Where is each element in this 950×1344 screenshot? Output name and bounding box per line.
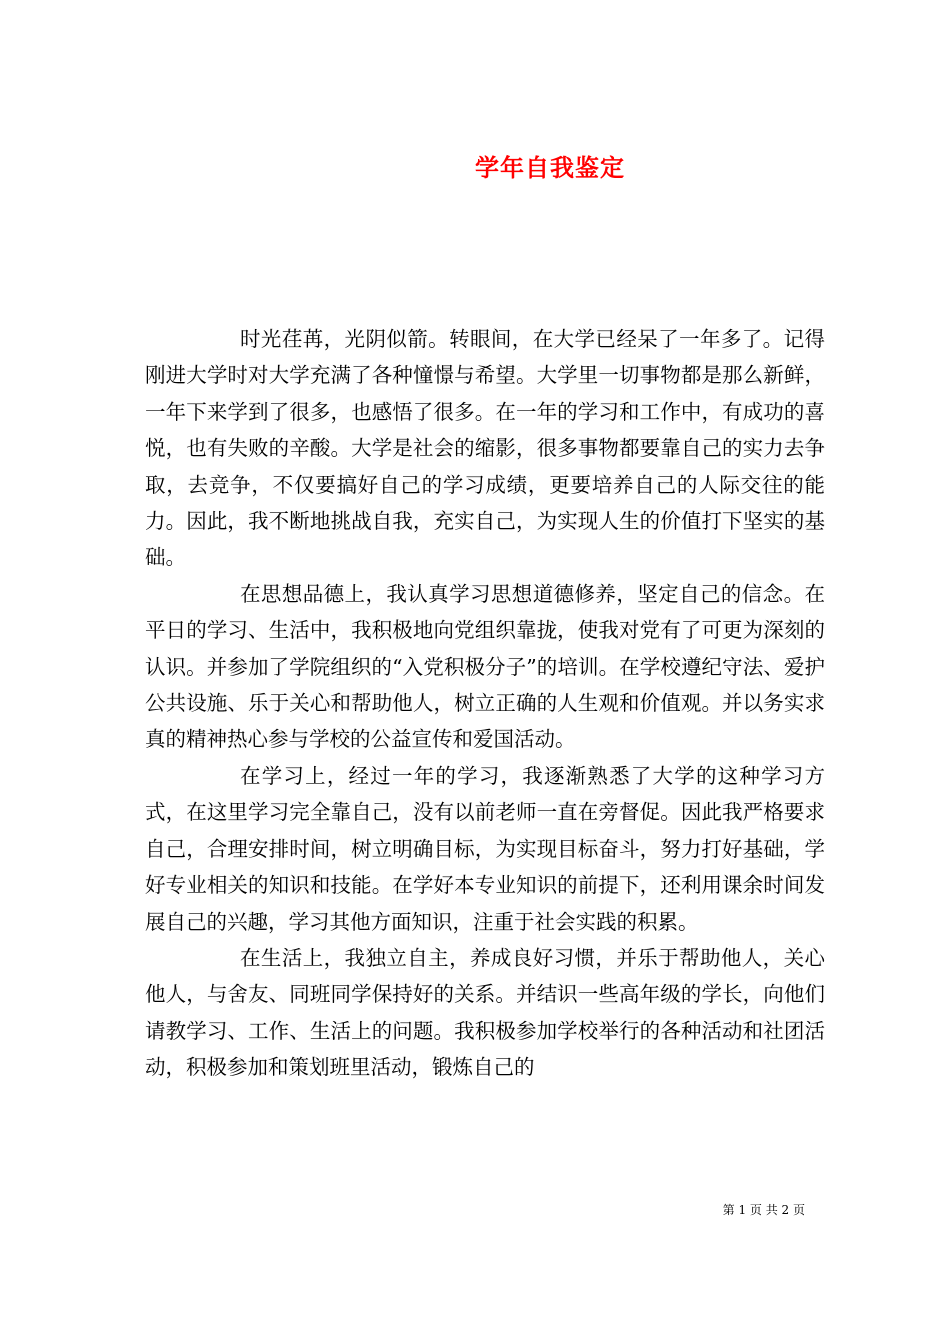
document-title: 学年自我鉴定: [475, 153, 625, 183]
document-body: [145, 321, 825, 1086]
paragraph-life: 在生活上，我独立自主，养成良好习惯，并乐于帮助他人，关心他人，与舍友、同班同学保持好的关系。并结识一些高年级的学长，向他们请教学习、工作、生活上的问题。我积极参加学校举行的各种活动和社团活动，积极参加和策划班里活动，锻炼自己的: [145, 945, 825, 1080]
paragraph-intro: 时光荏苒，光阴似箭。转眼间，在大学已经呆了一年多了。记得刚进大学时对大学充满了各种憧憬与希望。大学里一切事物都是那么新鲜，一年下来学到了很多，也感悟了很多。在一年的学习和工作中，有成功的喜悦，也有失败的辛酸。大学是社会的缩影，很多事物都要靠自己的实力去争取，去竞争，不仅要搞好自己的学习成绩，更要培养自己的人际交往的能力。因此，我不断地挑战自我，充实自己，为实现人生的价值打下坚实的基础。: [145, 327, 825, 570]
paragraph-study: 在学习上，经过一年的学习，我逐渐熟悉了大学的这种学习方式，在这里学习完全靠自己，没有以前老师一直在旁督促。因此我严格要求自己，合理安排时间，树立明确目标，为实现目标奋斗，努力打好基础，学好专业相关的知识和技能。在学好本专业知识的前提下，还利用课余时间发展自己的兴趣，学习其他方面知识，注重于社会实践的积累。: [145, 763, 825, 934]
page-number-footer: 第 1 页 共 2 页: [722, 1203, 805, 1217]
paragraph-ideology: 在思想品德上，我认真学习思想道德修养，坚定自己的信念。在平日的学习、生活中，我积极地向党组织靠拢，使我对党有了可更为深刻的认识。并参加了学院组织的“入党积极分子”的培训。在学校遵纪守法、爱护公共设施、乐于关心和帮助他人，树立正确的人生观和价值观。并以务实求真的精神热心参与学校的公益宣传和爱国活动。: [145, 581, 825, 752]
